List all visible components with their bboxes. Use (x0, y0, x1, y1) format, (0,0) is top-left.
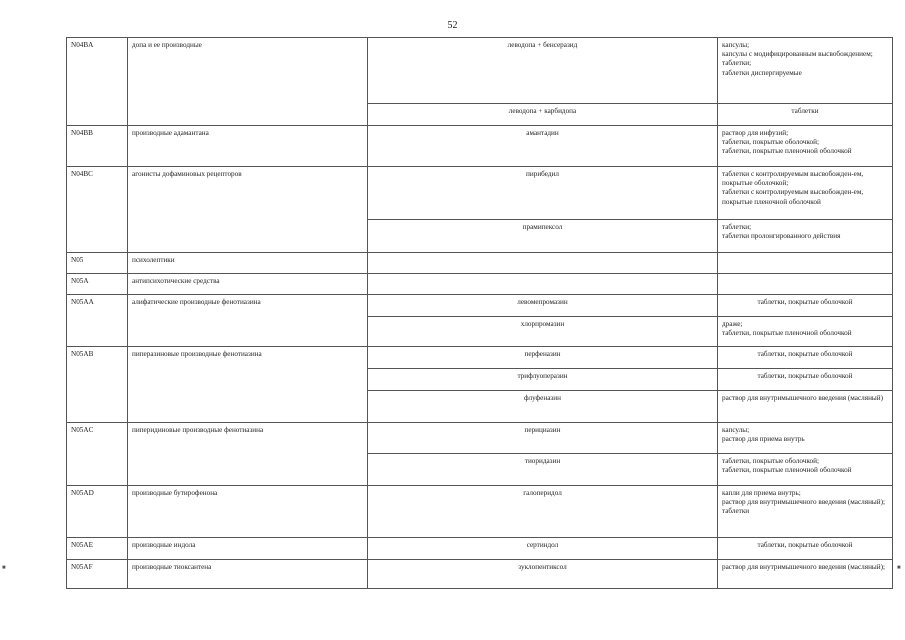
group-name: агонисты дофаминовых рецепторов (128, 167, 368, 253)
table-row (67, 560, 893, 589)
table-row (67, 38, 893, 104)
table-row (67, 295, 893, 317)
drug-name: флуфеназин (368, 391, 718, 423)
atc-code: N04BC (67, 167, 128, 253)
table-row (67, 253, 893, 274)
drug-name (368, 253, 718, 274)
atc-code: N04BB (67, 126, 128, 167)
atc-code: N04BA (67, 38, 128, 126)
dosage-forms: таблетки с контролируемым высвобожден-ем, покрытые оболочкой; таблетки с контролируемым высвобожден-ем, покрытые пленочной оболочкой (718, 167, 893, 220)
table-row (67, 538, 893, 560)
dosage-forms (718, 274, 893, 295)
table-row (67, 423, 893, 454)
dosage-forms: драже; таблетки, покрытые пленочной оболочкой (718, 317, 893, 347)
dosage-forms: таблетки, покрытые оболочкой (718, 538, 893, 560)
dosage-forms: раствор для инфузий; таблетки, покрытые оболочкой; таблетки, покрытые пленочной оболочкой (718, 126, 893, 167)
atc-code: N05AC (67, 423, 128, 486)
dosage-forms: капли для приема внутрь; раствор для внутримышечного введения (масляный); таблетки (718, 486, 893, 538)
dosage-forms: таблетки; таблетки пролонгированного действия (718, 220, 893, 253)
page-number: 52 (447, 20, 458, 31)
dosage-forms: таблетки, покрытые оболочкой (718, 347, 893, 369)
dosage-forms (718, 253, 893, 274)
drug-name: тиоридазин (368, 454, 718, 486)
drug-name: трифлуоперазин (368, 369, 718, 391)
dosage-forms: таблетки, покрытые оболочкой; таблетки, покрытые пленочной оболочкой (718, 454, 893, 486)
margin-mark-right: ■ (897, 565, 901, 571)
group-name: пиперазиновые производные фенотиазина (128, 347, 368, 423)
dosage-forms: таблетки (718, 104, 893, 126)
group-name: производные бутирофенона (128, 486, 368, 538)
drug-name: хлорпромазин (368, 317, 718, 347)
dosage-forms: таблетки, покрытые оболочкой (718, 295, 893, 317)
dosage-forms: раствор для внутримышечного введения (масляный) (718, 391, 893, 423)
atc-code: N05AE (67, 538, 128, 560)
drug-name: леводопа + карбидопа (368, 104, 718, 126)
dosage-forms: капсулы; раствор для приема внутрь (718, 423, 893, 454)
atc-code: N05A (67, 274, 128, 295)
group-name: психолептики (128, 253, 368, 274)
drug-name: зуклопентиксол (368, 560, 718, 589)
table-row (67, 486, 893, 538)
medicines-table (66, 37, 893, 589)
atc-code: N05AF (67, 560, 128, 589)
drug-name: прамипексол (368, 220, 718, 253)
dosage-forms: таблетки, покрытые оболочкой (718, 369, 893, 391)
drug-name: леводопа + бенсеразид (368, 38, 718, 104)
drug-name: левомепромазин (368, 295, 718, 317)
group-name: антипсихотические средства (128, 274, 368, 295)
group-name: производные тиоксантена (128, 560, 368, 589)
drug-name: амантадин (368, 126, 718, 167)
drug-name: пирибедил (368, 167, 718, 220)
group-name: пиперидиновые производные фенотиазина (128, 423, 368, 486)
group-name: алифатические производные фенотиазина (128, 295, 368, 347)
drug-name: перфеназин (368, 347, 718, 369)
group-name: производные индола (128, 538, 368, 560)
dosage-forms: капсулы; капсулы с модифицированным высвобождением; таблетки; таблетки диспергируемые (718, 38, 893, 104)
table-row (67, 167, 893, 220)
group-name: производные адамантана (128, 126, 368, 167)
drug-name: сертиндол (368, 538, 718, 560)
drug-name: галоперидол (368, 486, 718, 538)
table-row (67, 126, 893, 167)
drug-name (368, 274, 718, 295)
atc-code: N05AD (67, 486, 128, 538)
dosage-forms: раствор для внутримышечного введения (масляный); (718, 560, 893, 589)
atc-code: N05 (67, 253, 128, 274)
margin-mark-left: ■ (2, 565, 6, 571)
table-row (67, 347, 893, 369)
table-row (67, 274, 893, 295)
atc-code: N05AB (67, 347, 128, 423)
group-name: допа и ее производные (128, 38, 368, 126)
atc-code: N05AA (67, 295, 128, 347)
drug-name: перициазин (368, 423, 718, 454)
